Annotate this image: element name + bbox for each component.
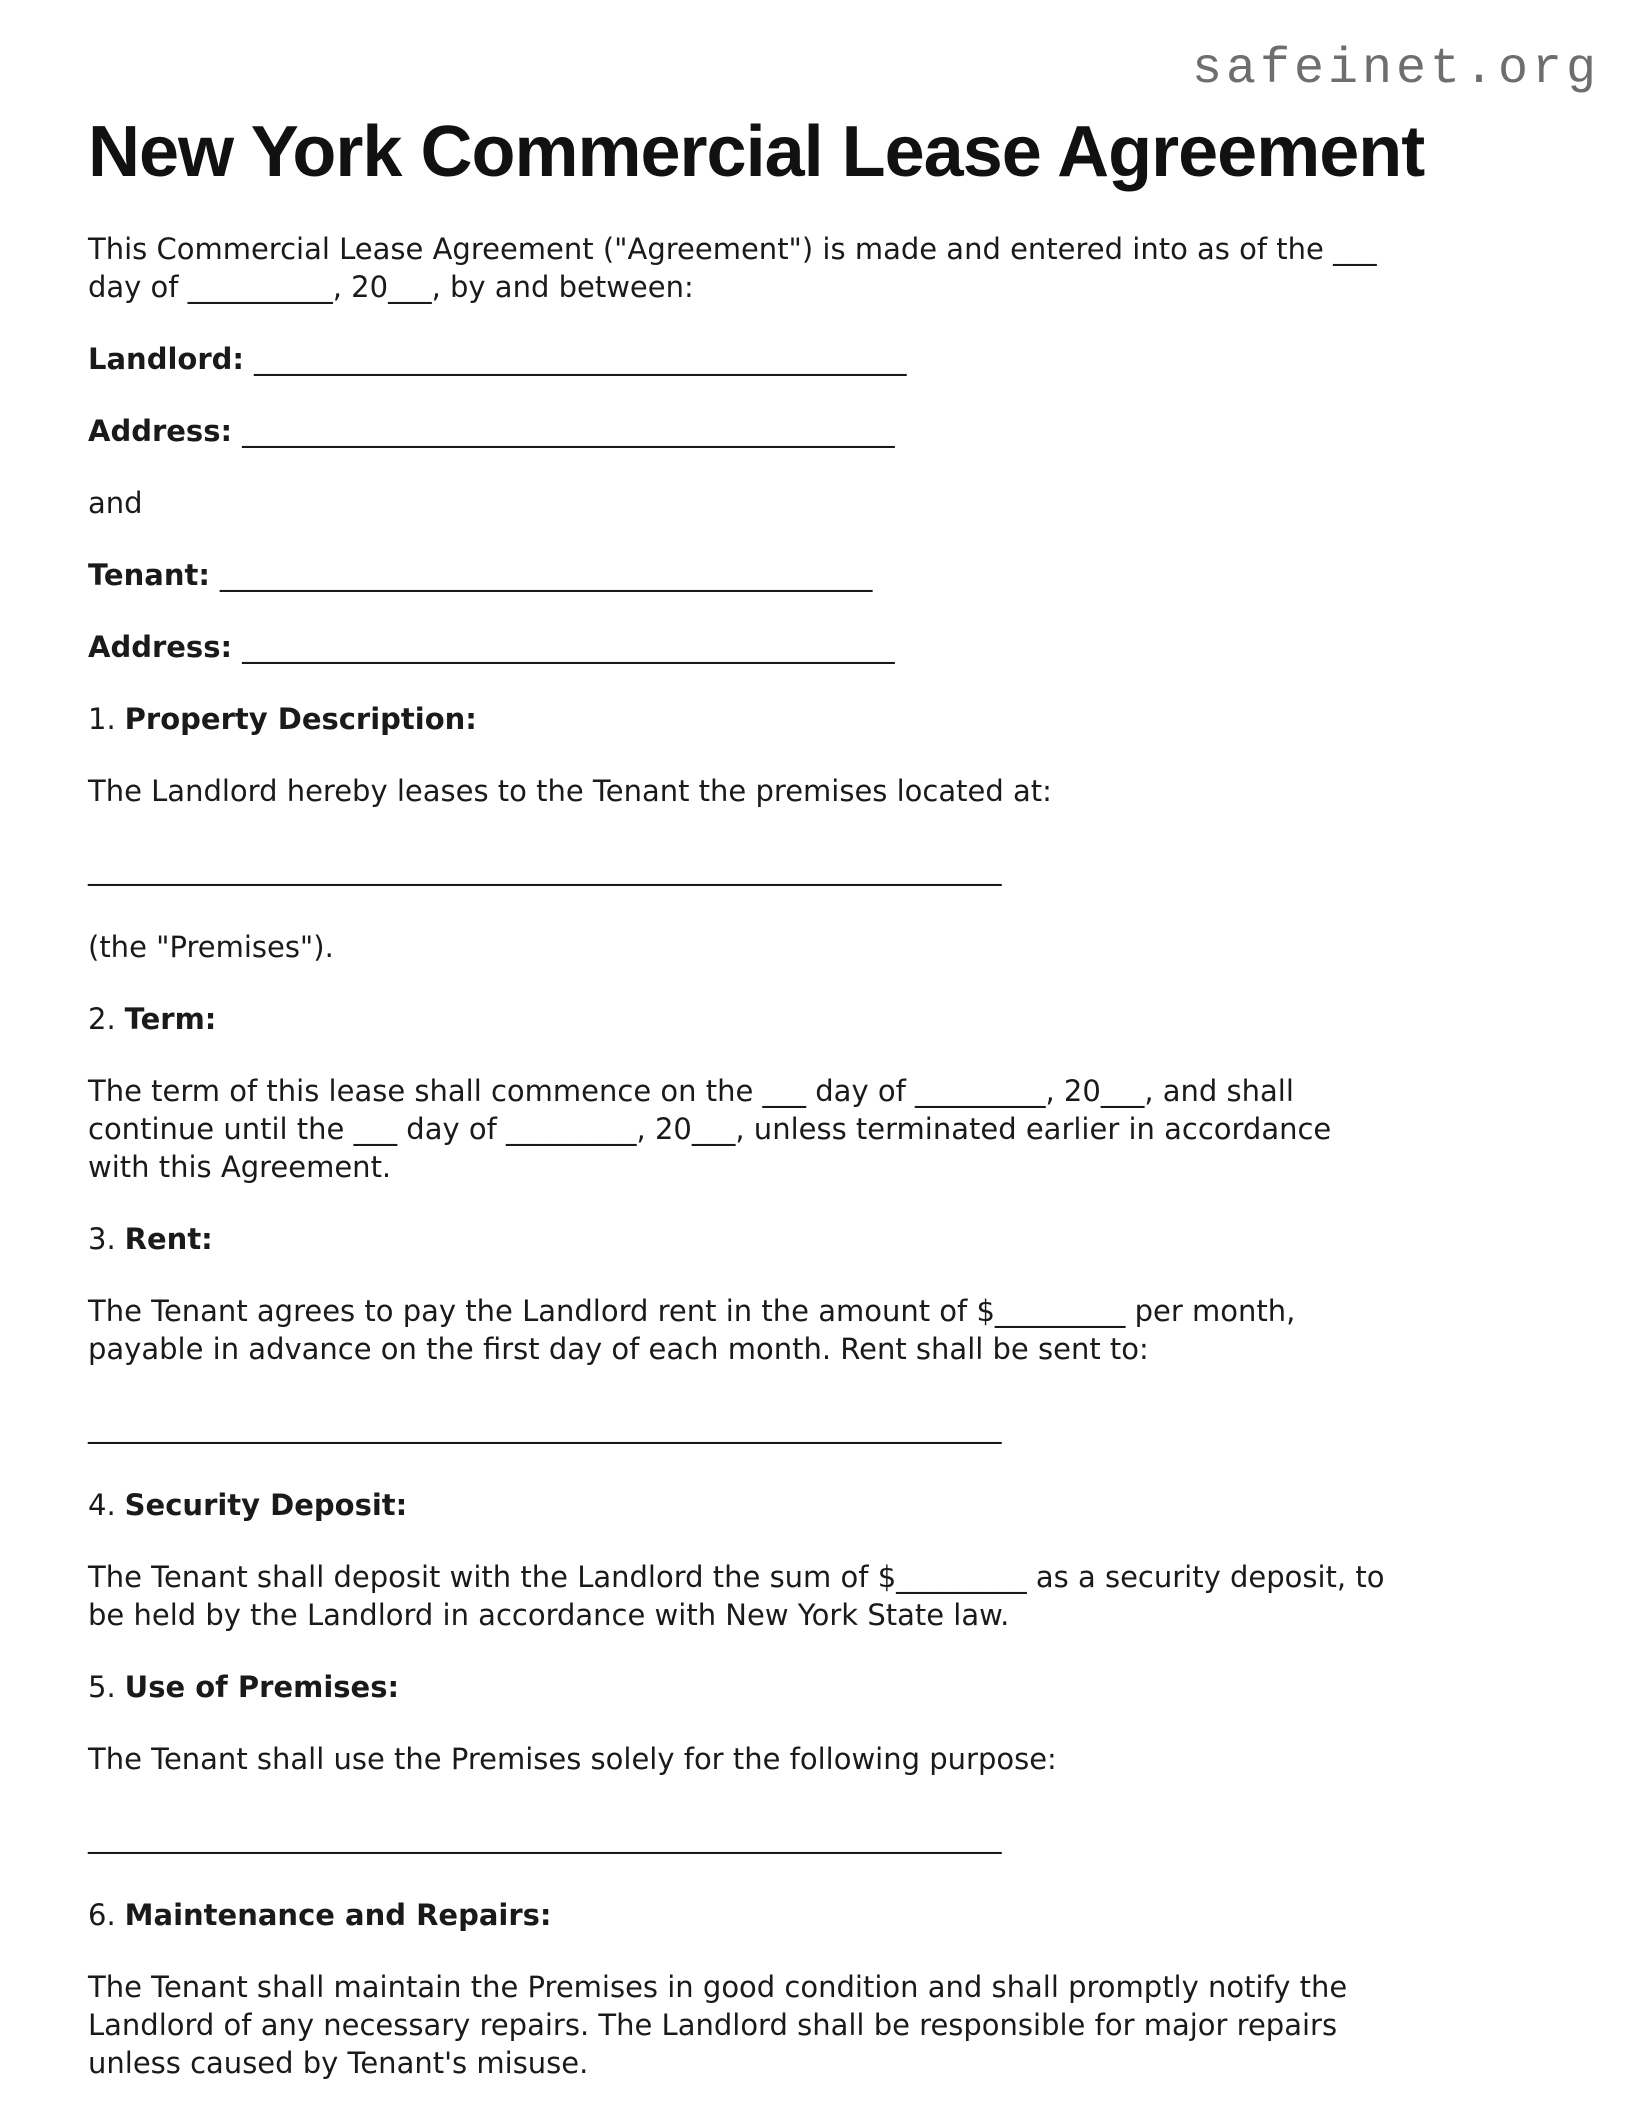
section-1-heading — [88, 700, 1556, 738]
document-title: New York Commercial Lease Agreement — [88, 112, 1425, 192]
section-4-line-1: The Tenant shall deposit with the Landlord the sum of $_________ as a security deposit, to — [88, 1560, 1385, 1594]
landlord-field — [88, 340, 1556, 378]
premises-note: (the "Premises"). — [88, 930, 334, 964]
section-4-line-2: be held by the Landlord in accordance with New York State law. — [88, 1598, 1010, 1632]
section-3-heading — [88, 1220, 1556, 1258]
tenant-blank-line: _____________________________________________ — [219, 558, 873, 592]
section-6-title: Maintenance and Repairs: — [124, 1898, 552, 1932]
parties-conjunction: and — [88, 486, 143, 520]
tenant-address-blank-line: _____________________________________________ — [242, 630, 895, 664]
landlord-blank-line: _____________________________________________ — [253, 342, 907, 376]
brand-watermark: safeinet.org — [1191, 41, 1600, 98]
section-1-line-1: The Landlord hereby leases to the Tenant the premises located at: — [88, 774, 1052, 808]
intro-line-2: day of __________, 20___, by and between: — [88, 270, 694, 304]
section-6-line-3: unless caused by Tenant's misuse. — [88, 2046, 589, 2080]
section-6-number: 6. — [88, 1898, 116, 1932]
tenant-label: Tenant: — [88, 558, 210, 592]
intro-line-1: This Commercial Lease Agreement ("Agreement") is made and entered into as of the ___ — [88, 232, 1377, 266]
section-1-body — [88, 772, 1556, 810]
section-2-line-1: The term of this lease shall commence on the ___ day of _________, 20___, and shall — [88, 1074, 1294, 1108]
tenant-address-field — [88, 628, 1556, 666]
section-2-body — [88, 1072, 1556, 1186]
section-2-line-2: continue until the ___ day of _________, 20___, unless terminated earlier in accordance — [88, 1112, 1332, 1146]
premises-blank-line: _______________________________________________________________ — [88, 852, 1002, 886]
section-5-number: 5. — [88, 1670, 116, 1704]
section-2-heading — [88, 1000, 1556, 1038]
section-5-title: Use of Premises: — [124, 1670, 400, 1704]
section-1-number: 1. — [88, 702, 116, 736]
section-4-heading — [88, 1486, 1556, 1524]
intro-paragraph — [88, 230, 1556, 306]
section-6-heading — [88, 1896, 1556, 1934]
section-4-title: Security Deposit: — [124, 1488, 408, 1522]
section-2-number: 2. — [88, 1002, 116, 1036]
rent-address-blank-line: _______________________________________________________________ — [88, 1410, 1002, 1444]
section-3-line-2: payable in advance on the first day of each month. Rent shall be sent to: — [88, 1332, 1149, 1366]
tenant-address-label: Address: — [88, 630, 233, 664]
section-2-line-3: with this Agreement. — [88, 1150, 392, 1184]
section-4-number: 4. — [88, 1488, 116, 1522]
section-3-body — [88, 1292, 1556, 1368]
landlord-address-field — [88, 412, 1556, 450]
section-3-title: Rent: — [124, 1222, 213, 1256]
section-5-line-1: The Tenant shall use the Premises solely for the following purpose: — [88, 1742, 1057, 1776]
tenant-field — [88, 556, 1556, 594]
section-4-body — [88, 1558, 1556, 1634]
section-6-body — [88, 1968, 1556, 2082]
section-1-title: Property Description: — [124, 702, 477, 736]
section-6-line-1: The Tenant shall maintain the Premises in good condition and shall promptly notify the — [88, 1970, 1348, 2004]
landlord-address-blank-line: _____________________________________________ — [242, 414, 895, 448]
section-3-line-1: The Tenant agrees to pay the Landlord rent in the amount of $_________ per month, — [88, 1294, 1296, 1328]
section-6-line-2: Landlord of any necessary repairs. The Landlord shall be responsible for major repairs — [88, 2008, 1338, 2042]
section-3-number: 3. — [88, 1222, 116, 1256]
landlord-address-label: Address: — [88, 414, 233, 448]
section-5-heading — [88, 1668, 1556, 1706]
section-2-title: Term: — [124, 1002, 217, 1036]
section-5-body — [88, 1740, 1556, 1778]
landlord-label: Landlord: — [88, 342, 244, 376]
use-purpose-blank-line: _______________________________________________________________ — [88, 1820, 1002, 1854]
